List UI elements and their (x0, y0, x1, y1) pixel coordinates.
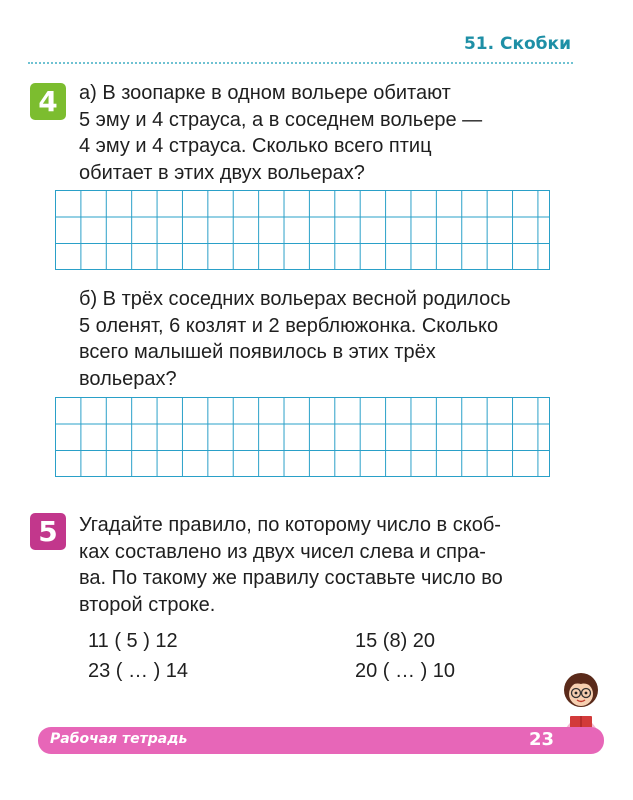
task-5-line: ках составлено из двух чисел слева и спра- (79, 540, 486, 563)
task-4b-line: всего малышей появилось в этих трёх (79, 341, 436, 363)
task-4b-line: 5 оленят, 6 козлят и 2 верблюжонка. Сколько (79, 314, 499, 337)
expression-left-row2[interactable]: 23 ( … ) 14 (88, 660, 189, 682)
footer-label: Рабочая тетрадь (50, 731, 188, 747)
task-4a-text (79, 80, 569, 186)
task-5-text (79, 512, 569, 618)
page-number: 23 (528, 729, 554, 750)
task-4a-line: обитает в этих двух вольерах? (79, 161, 365, 184)
answer-grid-4b[interactable] (55, 397, 550, 477)
task-4a-line: а) В зоопарке в одном вольере обитают (79, 82, 451, 104)
task-4b-line: вольерах? (79, 367, 177, 390)
task-5-line: ва. По такому же правилу составьте число во (79, 567, 503, 589)
task-4a-line: 4 эму и 4 страуса. Сколько всего птиц (79, 135, 432, 157)
expression-right-row1: 15 (8) 20 (355, 630, 436, 652)
task-5-line: второй строке. (79, 593, 216, 616)
task-5-line: Угадайте правило, по которому число в скоб- (79, 514, 501, 536)
footer-bar (38, 727, 604, 754)
task-4b-line: б) В трёх соседних вольерах весной родилось (79, 288, 511, 310)
task-4a-line: 5 эму и 4 страуса, а в соседнем вольере — (79, 108, 483, 131)
expression-left-row1: 11 ( 5 ) 12 (88, 630, 178, 652)
answer-grid-4a[interactable] (55, 190, 550, 270)
task-4b-text (79, 286, 569, 392)
task-4-number-badge: 4 (30, 83, 66, 120)
task-5-number-badge: 5 (30, 513, 66, 550)
header-divider (28, 62, 573, 64)
expression-right-row2[interactable]: 20 ( … ) 10 (355, 660, 456, 682)
section-title: 51. Скобки (463, 34, 571, 54)
